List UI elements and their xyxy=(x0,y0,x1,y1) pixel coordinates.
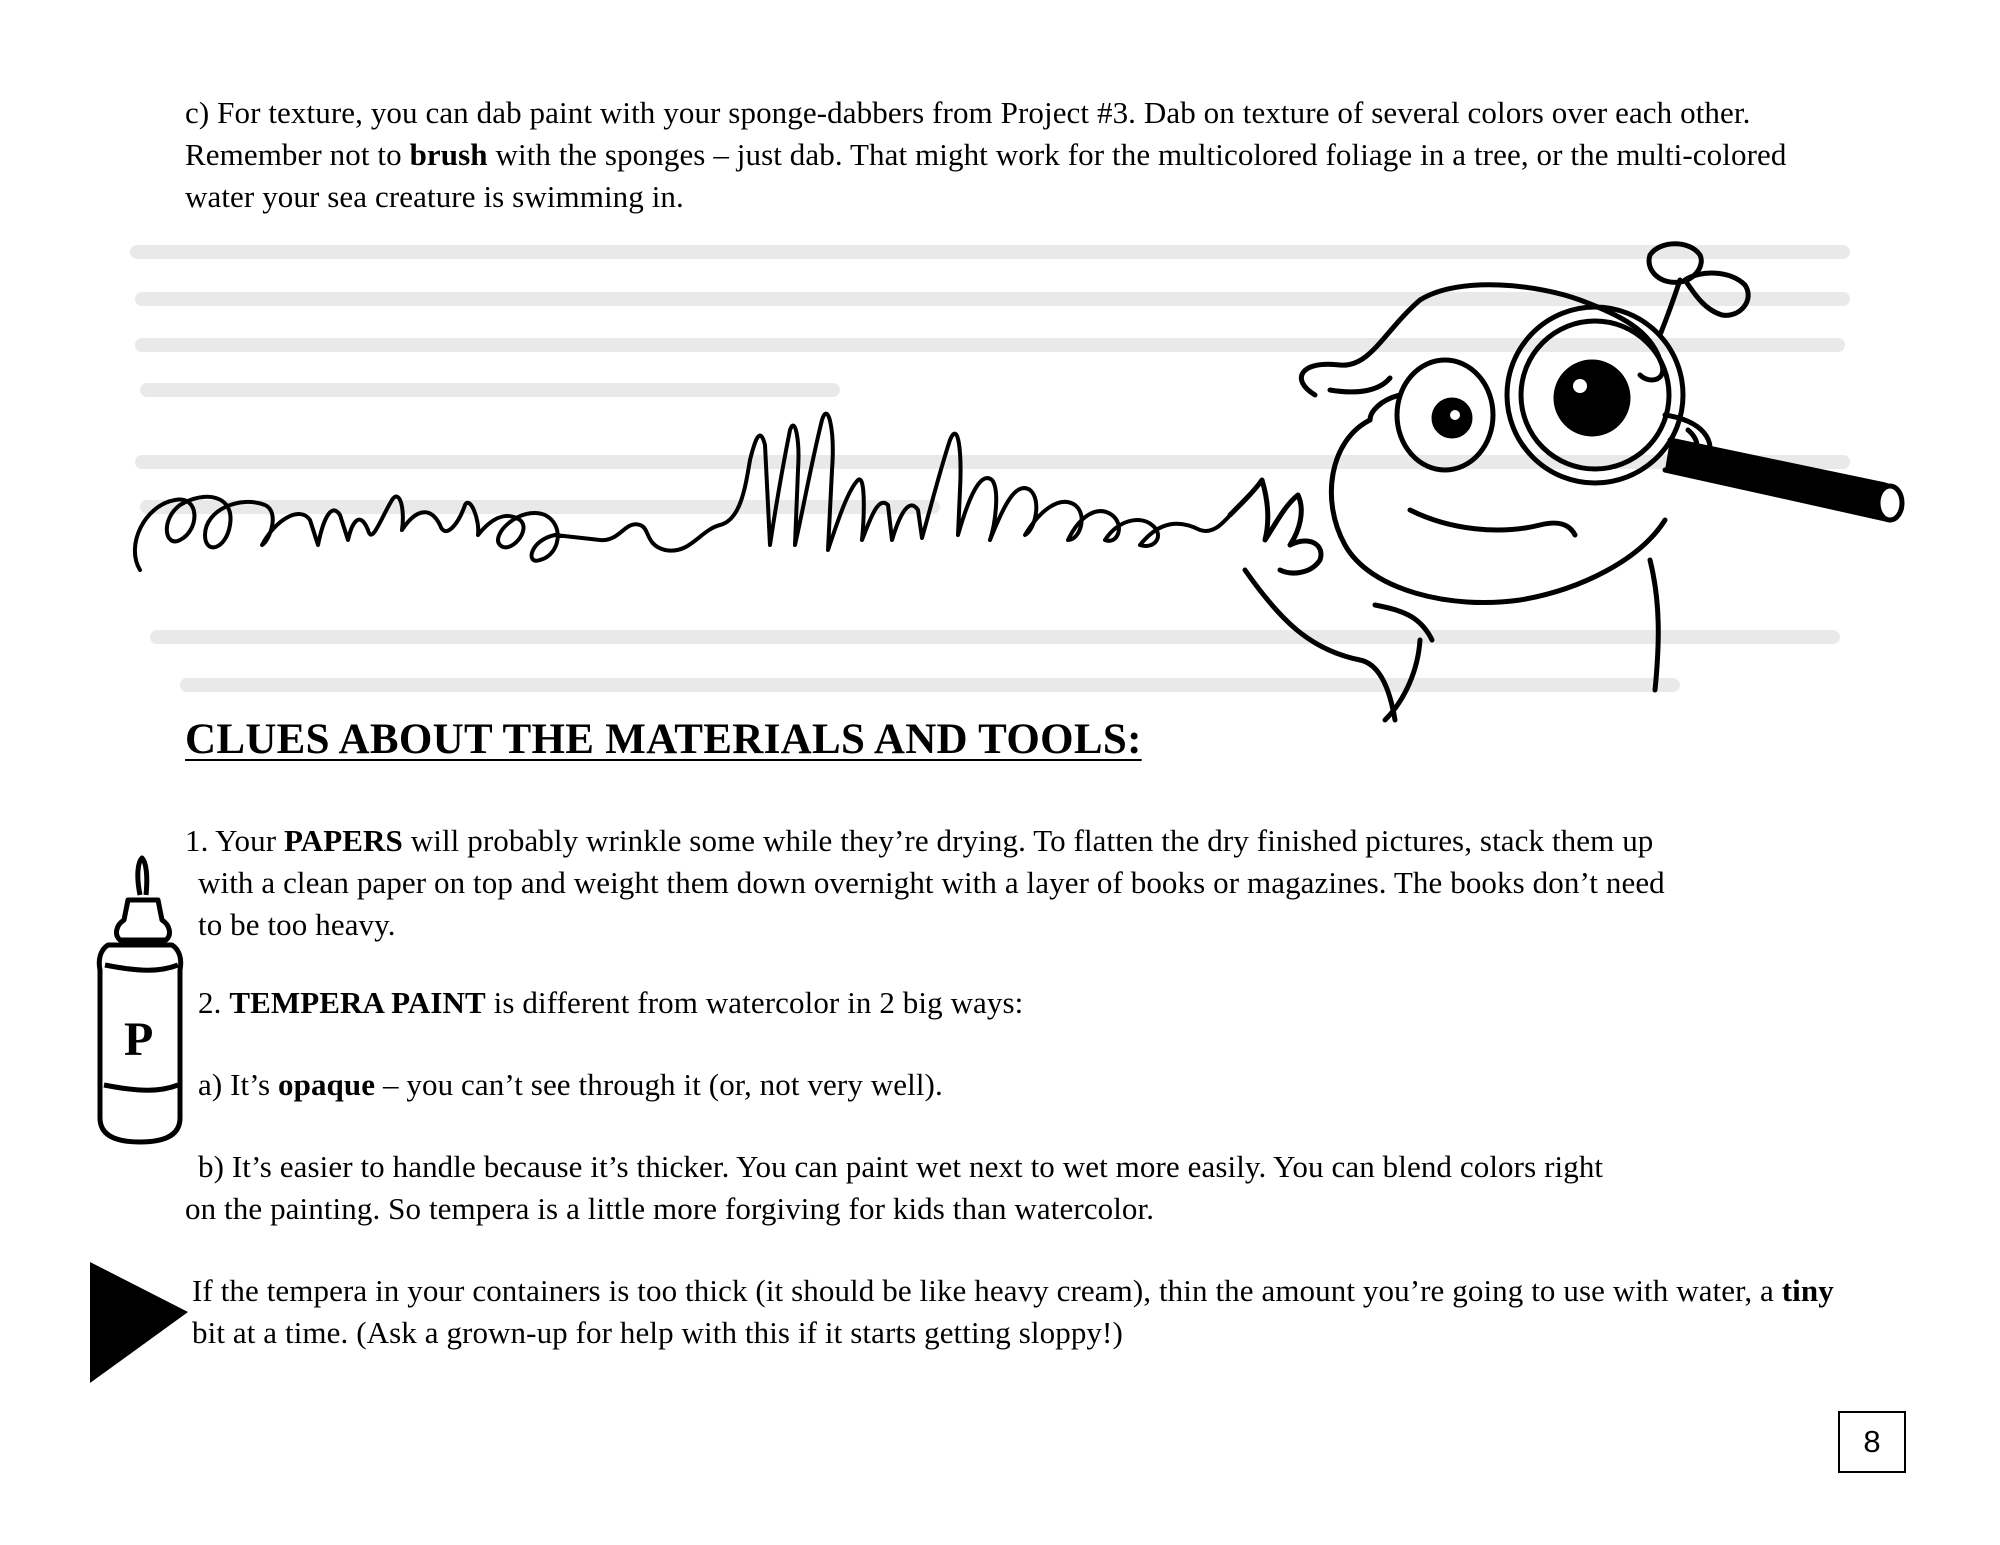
texture-paragraph: c) For texture, you can dab paint with your sponge-dabbers from Project #3. Dab on texture of several colors over each other. Remember not to brush with the sponges – just dab. That might work for the multicolored foliage in a tree, or the multi-colored water your sea creature is swimming in. xyxy=(185,95,1787,214)
bottle-label: P xyxy=(124,1013,154,1066)
clue-2-paragraph: 2. TEMPERA PAINT is different from watercolor in 2 big ways: xyxy=(198,985,1024,1020)
clue-2a-paragraph: a) It’s opaque – you can’t see through it (or, not very well). xyxy=(198,1067,943,1102)
page-number: 8 xyxy=(1838,1411,1906,1473)
scribble-line-icon xyxy=(135,414,1235,570)
clue-1-paragraph: 1. Your PAPERS will probably wrinkle some while they’re drying. To flatten the dry finished pictures, stack them up with a clean paper on top and weight them down overnight with a layer of books or magazines. The books don’t need to be too heavy. xyxy=(185,823,1665,942)
clue-2b-paragraph: b) It’s easier to handle because it’s thicker. You can paint wet next to wet more easily. You can blend colors right on the painting. So tempera is a little more forgiving for kids than watercolor. xyxy=(185,1149,1604,1226)
character-with-magnifier-icon xyxy=(1230,244,1902,720)
tempera-thinning-note: If the tempera in your containers is too thick (it should be like heavy cream), thin the amount you’re going to use with water, a tiny bit at a time. (Ask a grown-up for help with this if it starts getting sloppy!) xyxy=(192,1273,1834,1350)
section-heading: CLUES ABOUT THE MATERIALS AND TOOLS: xyxy=(185,716,1142,763)
